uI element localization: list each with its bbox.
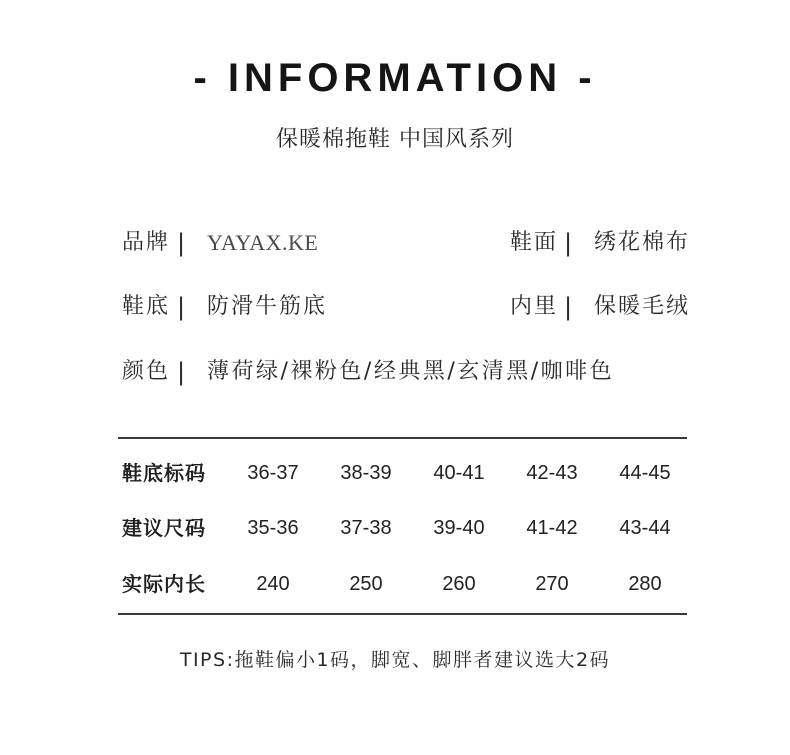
- table-row: [0, 569, 790, 599]
- table-cell: 250: [349, 573, 383, 595]
- table-bottom-rule: [118, 613, 687, 615]
- upper-value: 绣花棉布: [594, 230, 691, 255]
- brand-label: 品牌: [122, 230, 171, 255]
- separator: |: [177, 229, 186, 257]
- table-row: [0, 513, 790, 543]
- sole-label: 鞋底: [122, 294, 171, 319]
- row-label: 建议尺码: [122, 516, 206, 540]
- separator: |: [177, 358, 186, 386]
- lining-value: 保暖毛绒: [594, 294, 691, 319]
- page-subtitle: 保暖棉拖鞋 中国风系列: [276, 127, 514, 152]
- table-cell: 39-40: [433, 517, 485, 539]
- row-label: 鞋底标码: [122, 461, 206, 485]
- table-cell: 43-44: [619, 517, 671, 539]
- table-cell: 42-43: [526, 462, 578, 484]
- table-cell: 40-41: [433, 462, 485, 484]
- separator: |: [177, 293, 186, 321]
- brand-value: YAYAX.KE: [207, 230, 319, 255]
- upper-label: 鞋面: [510, 230, 559, 255]
- sole-value: 防滑牛筋底: [207, 294, 328, 319]
- row-label: 实际内长: [122, 572, 206, 596]
- page-title: - INFORMATION -: [193, 56, 597, 100]
- separator: |: [564, 293, 573, 321]
- table-cell: 280: [628, 573, 662, 595]
- table-cell: 38-39: [340, 462, 392, 484]
- table-cell: 44-45: [619, 462, 671, 484]
- table-cell: 240: [256, 573, 290, 595]
- lining-label: 内里: [510, 294, 559, 319]
- color-value: 薄荷绿/裸粉色/经典黑/玄清黑/咖啡色: [207, 359, 615, 384]
- table-top-rule: [118, 437, 687, 439]
- attr-row-brand-upper: [0, 228, 790, 258]
- table-cell: 270: [535, 573, 569, 595]
- table-cell: 41-42: [526, 517, 578, 539]
- table-cell: 37-38: [340, 517, 392, 539]
- tips-text: TIPS:拖鞋偏小1码，脚宽、脚胖者建议选大2码: [179, 649, 611, 671]
- table-row: [0, 458, 790, 488]
- attr-row-sole-lining: [0, 292, 790, 322]
- table-cell: 36-37: [247, 462, 299, 484]
- color-label: 颜色: [122, 359, 171, 384]
- table-cell: 260: [442, 573, 476, 595]
- separator: |: [564, 229, 573, 257]
- attr-row-color: [0, 357, 790, 387]
- table-cell: 35-36: [247, 517, 299, 539]
